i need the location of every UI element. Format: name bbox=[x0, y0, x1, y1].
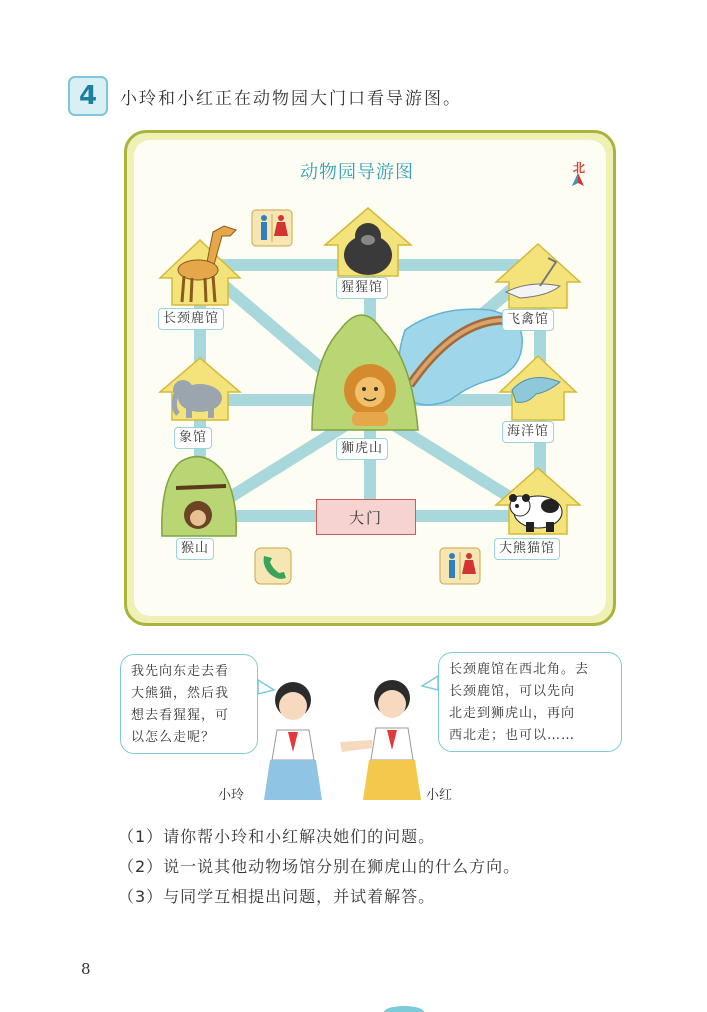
speech-bubble-xiaohong bbox=[438, 652, 622, 752]
venue-label-lion: 狮虎山 bbox=[336, 438, 388, 460]
telephone-icon bbox=[255, 548, 291, 584]
question-3: （3）与同学互相提出问题，并试着解答。 bbox=[118, 887, 436, 906]
venue-label-birds: 飞禽馆 bbox=[502, 309, 554, 331]
bubble-tail-left bbox=[258, 680, 274, 694]
page-decoration bbox=[384, 1006, 424, 1012]
problem-number-badge: 4 bbox=[68, 76, 108, 116]
venue-label-panda: 大熊猫馆 bbox=[494, 538, 560, 560]
lion-hill-icon bbox=[312, 315, 418, 430]
page-number: 8 bbox=[81, 960, 91, 978]
monkey-hill-icon bbox=[162, 457, 236, 536]
venue-label-giraffe: 长颈鹿馆 bbox=[158, 308, 224, 330]
bubble-line: 以怎么走呢？ bbox=[131, 730, 216, 745]
venue-label-elephant: 象馆 bbox=[174, 427, 212, 449]
question-2: （2）说一说其他动物场馆分别在狮虎山的什么方向。 bbox=[118, 857, 521, 876]
bubble-line: 北走到狮虎山，再向 bbox=[449, 706, 576, 721]
speech-bubble-xiaoling bbox=[120, 654, 258, 754]
zoo-gate: 大门 bbox=[316, 499, 416, 535]
venue-label-monkey: 猴山 bbox=[176, 538, 214, 560]
girl-xiaohong-illustration bbox=[340, 680, 421, 800]
map-title: 动物园导游图 bbox=[300, 162, 414, 183]
girl-xiaoling-illustration bbox=[264, 682, 322, 800]
name-xiaoling: 小玲 bbox=[218, 788, 245, 803]
north-label: 北 bbox=[573, 161, 586, 175]
birds-house-icon bbox=[496, 244, 580, 308]
bubble-line: 大熊猫，然后我 bbox=[131, 686, 230, 701]
venue-label-ocean: 海洋馆 bbox=[502, 421, 554, 443]
bubble-line: 长颈鹿馆，可以先向 bbox=[449, 684, 576, 699]
venue-label-gorilla: 猩猩馆 bbox=[336, 277, 388, 299]
bubble-tail-right bbox=[422, 676, 438, 690]
bubble-line: 西北走；也可以…… bbox=[449, 728, 576, 743]
restroom-icon-top bbox=[252, 210, 292, 246]
restroom-icon-bottom bbox=[440, 548, 480, 584]
question-1: （1）请你帮小玲和小红解决她们的问题。 bbox=[118, 827, 436, 846]
bubble-line: 长颈鹿馆在西北角。去 bbox=[449, 662, 590, 677]
bubble-line: 我先向东走去看 bbox=[131, 664, 230, 679]
name-xiaohong: 小红 bbox=[426, 788, 453, 803]
bubble-line: 想去看猩猩，可 bbox=[131, 708, 230, 723]
problem-intro: 小玲和小红正在动物园大门口看导游图。 bbox=[120, 89, 462, 109]
